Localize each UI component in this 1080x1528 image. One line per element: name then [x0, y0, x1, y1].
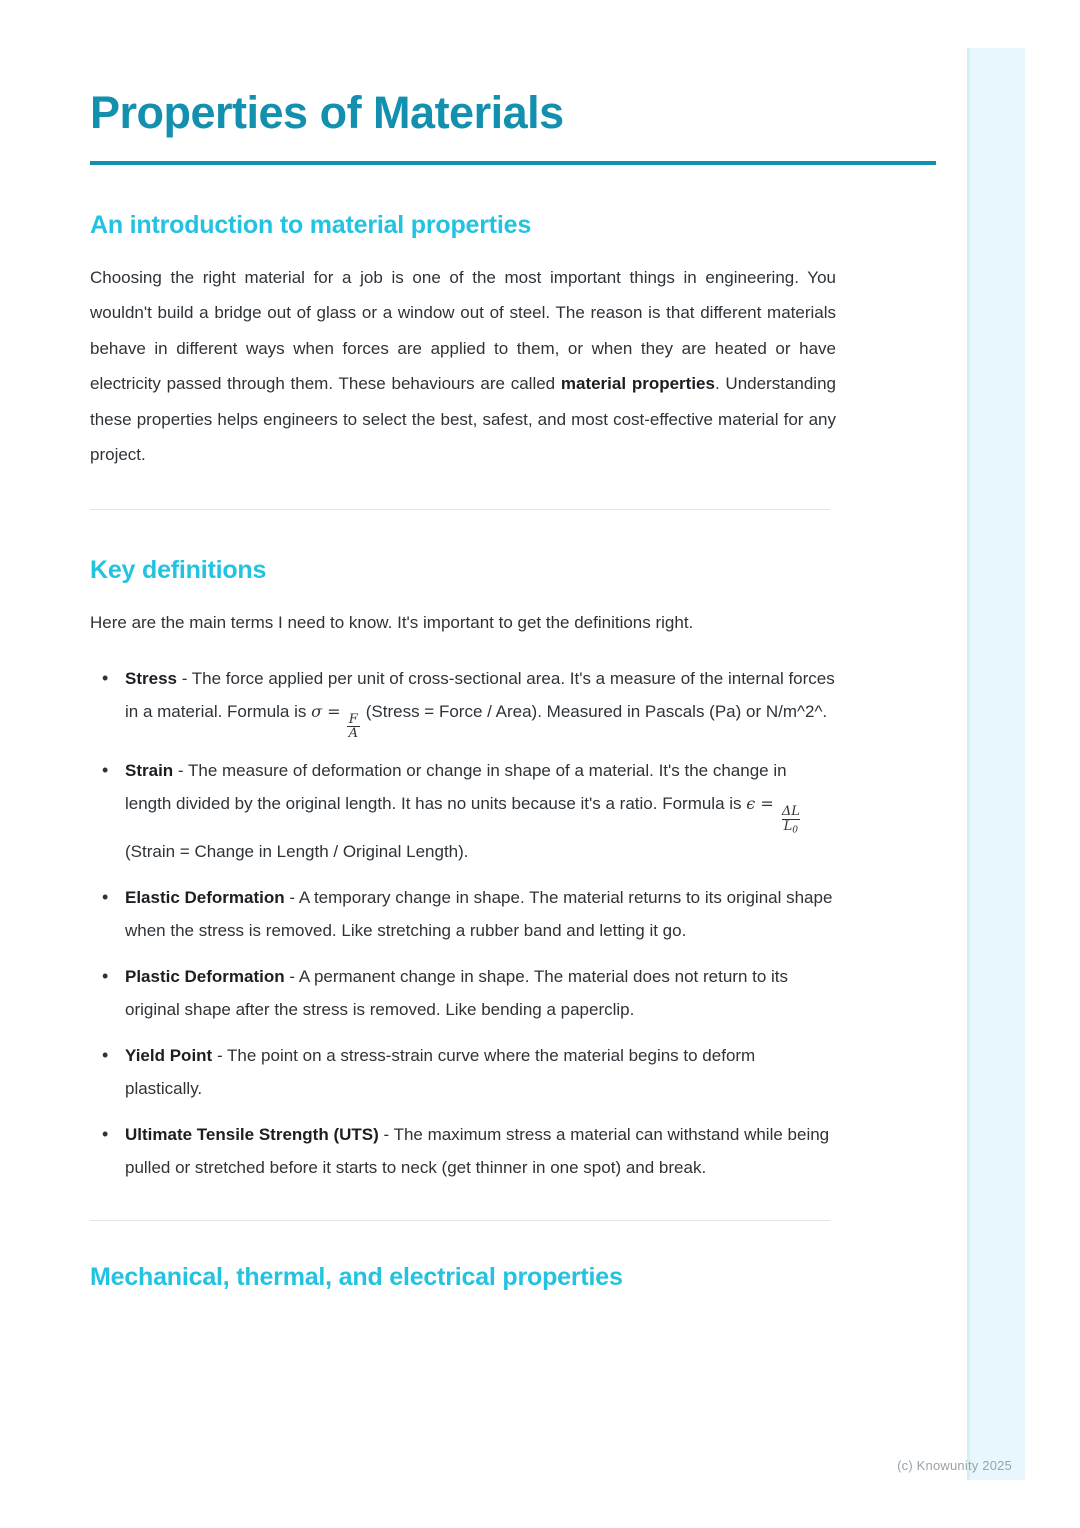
section-divider-2: [90, 1220, 830, 1221]
copyright-watermark: (c) Knowunity 2025: [897, 1458, 1012, 1473]
formula-equals: =: [755, 794, 779, 814]
formula-denominator-subscript: 0: [792, 824, 799, 835]
definition-term: Ultimate Tensile Strength (UTS): [125, 1125, 379, 1145]
intro-bold-term: material properties: [560, 374, 715, 393]
definition-text: - A temporary change in shape. The material returns to its original shape when the stress is removed. Like stretching a rubber band and letting it go.: [125, 888, 833, 941]
list-item: [90, 754, 836, 868]
section-heading-properties: Mechanical, thermal, and electrical properties: [90, 1263, 623, 1292]
definition-term: Plastic Deformation: [125, 967, 285, 987]
page-title: Properties of Materials: [90, 87, 564, 138]
formula-lhs: σ: [311, 702, 323, 721]
definition-term: Elastic Deformation: [125, 888, 285, 908]
formula-fraction: [347, 713, 360, 741]
definition-text: - The maximum stress a material can withstand while being pulled or stretched before it starts to neck (get thinner in one spot) and break.: [125, 1125, 830, 1178]
definitions-list: [90, 662, 836, 1184]
formula-denominator: [782, 819, 800, 836]
list-item: [90, 1118, 836, 1184]
definition-term: Stress: [125, 669, 177, 688]
definition-text-before: - The measure of deformation or change in shape of a material. It's the change in length divided by the original length. It has no units because it's a ratio. Formula is: [125, 761, 787, 814]
decorative-side-line: [967, 48, 970, 1480]
formula-fraction: [780, 805, 802, 835]
section-divider-1: [90, 509, 830, 510]
intro-text-part2: . Understanding these properties helps engineers to select the best, safest, and most cost-effective material for any project.: [90, 374, 836, 464]
definition-text: - A permanent change in shape. The material does not return to its original shape after the stress is removed. Like bending a paperclip.: [125, 967, 789, 1020]
introduction-paragraph: [90, 260, 836, 473]
definition-text-after: (Stress = Force / Area). Measured in Pascals (Pa) or N/m^2^.: [361, 702, 828, 721]
definition-text: - The point on a stress-strain curve where the material begins to deform plastically.: [125, 1046, 756, 1099]
intro-text-part1: Choosing the right material for a job is one of the most important things in engineering. You wouldn't build a bridge out of glass or a window out of steel. The reason is that different materials behave in different ways when forces are applied to them, or when they are heated or have electricity passed through them. These behaviours are called: [90, 267, 836, 393]
list-item: [90, 960, 836, 1026]
section-heading-key-definitions: Key definitions: [90, 555, 267, 584]
title-underline: [90, 161, 936, 165]
formula-denominator-base: L: [783, 818, 793, 834]
definition-term: Yield Point: [125, 1046, 213, 1066]
formula-equals: =: [322, 702, 346, 721]
formula-lhs: ϵ: [746, 794, 756, 814]
list-item: [90, 1039, 836, 1105]
key-definitions-intro: Here are the main terms I need to know. It's important to get the definitions right.: [90, 612, 694, 632]
definition-term: Strain: [125, 761, 174, 781]
formula-numerator: ΔL: [781, 803, 800, 819]
definition-text-before: - The force applied per unit of cross-sectional area. It's a measure of the internal forces in a material. Formula is: [125, 669, 835, 721]
document-content: [90, 0, 836, 1292]
list-item: [90, 662, 836, 741]
definition-text-after: (Strain = Change in Length / Original Length).: [125, 842, 469, 862]
section-heading-introduction: An introduction to material properties: [90, 210, 532, 239]
list-item: [90, 881, 836, 947]
formula-denominator: A: [348, 726, 359, 742]
decorative-side-band: [970, 48, 1025, 1480]
formula-numerator: F: [348, 711, 358, 727]
